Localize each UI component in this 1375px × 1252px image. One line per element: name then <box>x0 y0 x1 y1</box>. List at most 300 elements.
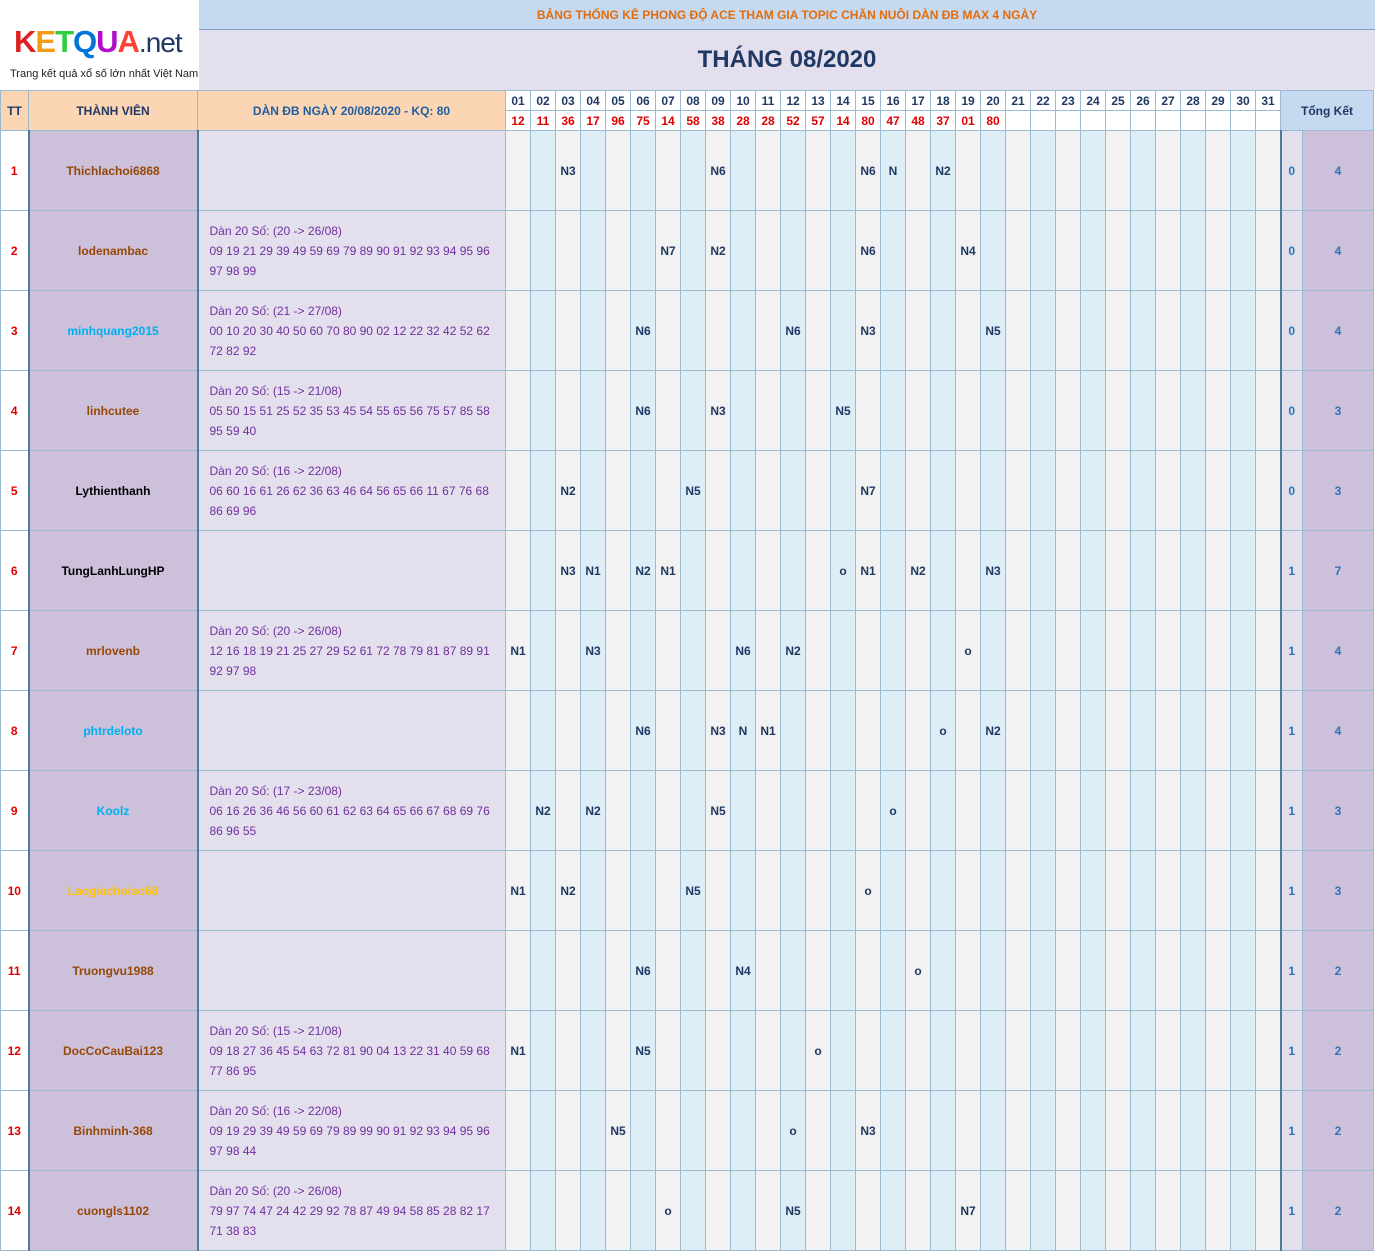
result-08: 58 <box>681 111 706 131</box>
day-cell-13: o <box>806 1011 831 1091</box>
day-cell-20: N5 <box>981 291 1006 371</box>
day-cell-19 <box>956 291 981 371</box>
day-cell-08: N5 <box>681 851 706 931</box>
member-name[interactable]: minhquang2015 <box>29 291 198 371</box>
day-cell-21 <box>1006 211 1031 291</box>
day-cell-22 <box>1031 771 1056 851</box>
score-total: 2 <box>1303 1171 1374 1251</box>
day-cell-10 <box>731 531 756 611</box>
day-cell-06 <box>631 131 656 211</box>
day-cell-03: N2 <box>556 851 581 931</box>
day-cell-21 <box>1006 371 1031 451</box>
row-number: 11 <box>1 931 29 1011</box>
day-cell-06 <box>631 451 656 531</box>
day-cell-31 <box>1256 131 1281 211</box>
day-cell-18 <box>931 451 956 531</box>
day-cell-14: N5 <box>831 371 856 451</box>
day-cell-26 <box>1131 771 1156 851</box>
day-cell-06: N6 <box>631 931 656 1011</box>
month-title: THÁNG 08/2020 <box>199 30 1375 90</box>
day-cell-31 <box>1256 291 1281 371</box>
day-cell-28 <box>1181 451 1206 531</box>
header-day-06: 06 <box>631 91 656 111</box>
row-number: 6 <box>1 531 29 611</box>
day-cell-05 <box>606 691 631 771</box>
day-cell-01 <box>506 691 531 771</box>
day-cell-02 <box>531 1011 556 1091</box>
dan-title: Dàn 20 Số: (21 -> 27/08) <box>209 303 342 318</box>
score-hits: 0 <box>1281 131 1303 211</box>
day-cell-10 <box>731 451 756 531</box>
member-name[interactable]: TungLanhLungHP <box>29 531 198 611</box>
day-cell-25 <box>1106 611 1131 691</box>
header-day-05: 05 <box>606 91 631 111</box>
day-cell-29 <box>1206 691 1231 771</box>
dan-numbers: 00 10 20 30 40 50 60 70 80 90 02 12 22 32 42 52 62 <box>209 323 490 338</box>
day-cell-12 <box>781 451 806 531</box>
day-cell-23 <box>1056 611 1081 691</box>
day-cell-30 <box>1231 611 1256 691</box>
day-cell-13 <box>806 1171 831 1251</box>
score-total: 4 <box>1303 211 1374 291</box>
day-cell-07 <box>656 771 681 851</box>
day-cell-14 <box>831 691 856 771</box>
dan-numbers: 06 60 16 61 26 62 36 63 46 64 56 65 66 11 67 76 68 <box>209 483 489 498</box>
day-cell-19 <box>956 931 981 1011</box>
logo-suffix: .net <box>138 27 182 58</box>
day-cell-14 <box>831 211 856 291</box>
day-cell-16 <box>881 1171 906 1251</box>
day-cell-23 <box>1056 531 1081 611</box>
header-dan: DÀN ĐB NGÀY 20/08/2020 - KQ: 80 <box>198 91 506 131</box>
table-row <box>1 851 1374 931</box>
day-cell-20 <box>981 1091 1006 1171</box>
day-cell-04 <box>581 1011 606 1091</box>
day-cell-15 <box>856 931 881 1011</box>
day-cell-09: N3 <box>706 371 731 451</box>
header-day-30: 30 <box>1231 91 1256 111</box>
day-cell-02: N2 <box>531 771 556 851</box>
day-cell-02 <box>531 1171 556 1251</box>
dan-cell <box>198 371 506 451</box>
day-cell-08 <box>681 291 706 371</box>
day-cell-12 <box>781 371 806 451</box>
header-day-20: 20 <box>981 91 1006 111</box>
header-day-04: 04 <box>581 91 606 111</box>
day-cell-25 <box>1106 851 1131 931</box>
day-cell-16 <box>881 1011 906 1091</box>
table-row <box>1 1011 1374 1091</box>
table-row <box>1 1171 1374 1251</box>
day-cell-30 <box>1231 291 1256 371</box>
score-total: 7 <box>1303 531 1374 611</box>
score-total: 3 <box>1303 451 1374 531</box>
day-cell-16 <box>881 931 906 1011</box>
day-cell-26 <box>1131 371 1156 451</box>
day-cell-26 <box>1131 1011 1156 1091</box>
dan-cell <box>198 211 506 291</box>
day-cell-23 <box>1056 1091 1081 1171</box>
day-cell-04 <box>581 291 606 371</box>
header-day-03: 03 <box>556 91 581 111</box>
header-day-12: 12 <box>781 91 806 111</box>
day-cell-11 <box>756 931 781 1011</box>
day-cell-27 <box>1156 771 1181 851</box>
day-cell-01 <box>506 211 531 291</box>
day-cell-18 <box>931 851 956 931</box>
day-cell-30 <box>1231 771 1256 851</box>
day-cell-13 <box>806 611 831 691</box>
day-cell-25 <box>1106 771 1131 851</box>
day-cell-08 <box>681 771 706 851</box>
table-row <box>1 691 1374 771</box>
dan-cell <box>198 531 506 611</box>
site-logo[interactable] <box>0 0 197 90</box>
day-cell-05 <box>606 851 631 931</box>
table-row <box>1 931 1374 1011</box>
result-22 <box>1031 111 1056 131</box>
result-02: 11 <box>531 111 556 131</box>
day-cell-16 <box>881 371 906 451</box>
day-cell-24 <box>1081 851 1106 931</box>
day-cell-11 <box>756 1011 781 1091</box>
score-hits: 1 <box>1281 1171 1303 1251</box>
day-cell-15: N6 <box>856 211 881 291</box>
day-cell-12 <box>781 931 806 1011</box>
score-total: 3 <box>1303 851 1374 931</box>
day-cell-01: N1 <box>506 1011 531 1091</box>
member-name[interactable]: Truongvu1988 <box>29 931 198 1011</box>
day-cell-30 <box>1231 691 1256 771</box>
day-cell-27 <box>1156 531 1181 611</box>
header-day-29: 29 <box>1206 91 1231 111</box>
result-23 <box>1056 111 1081 131</box>
score-hits: 0 <box>1281 211 1303 291</box>
day-cell-20 <box>981 1171 1006 1251</box>
day-cell-20: N2 <box>981 691 1006 771</box>
member-name[interactable]: Lythienthanh <box>29 451 198 531</box>
day-cell-31 <box>1256 1091 1281 1171</box>
day-cell-31 <box>1256 211 1281 291</box>
row-number: 8 <box>1 691 29 771</box>
day-cell-09 <box>706 1171 731 1251</box>
row-number: 2 <box>1 211 29 291</box>
day-cell-09 <box>706 1091 731 1171</box>
day-cell-14 <box>831 611 856 691</box>
day-cell-03: N3 <box>556 131 581 211</box>
table-row <box>1 611 1374 691</box>
day-cell-24 <box>1081 531 1106 611</box>
day-cell-18 <box>931 931 956 1011</box>
result-03: 36 <box>556 111 581 131</box>
day-cell-04 <box>581 931 606 1011</box>
day-cell-17 <box>906 211 931 291</box>
day-cell-12 <box>781 531 806 611</box>
header-day-14: 14 <box>831 91 856 111</box>
member-name[interactable]: Thichlachoi6868 <box>29 131 198 211</box>
day-cell-04 <box>581 131 606 211</box>
day-cell-25 <box>1106 451 1131 531</box>
day-cell-20 <box>981 931 1006 1011</box>
dan-cell <box>198 451 506 531</box>
day-cell-21 <box>1006 1091 1031 1171</box>
day-cell-15 <box>856 1011 881 1091</box>
day-cell-22 <box>1031 451 1056 531</box>
header-day-19: 19 <box>956 91 981 111</box>
result-30 <box>1231 111 1256 131</box>
day-cell-24 <box>1081 371 1106 451</box>
day-cell-14 <box>831 1011 856 1091</box>
day-cell-05 <box>606 451 631 531</box>
day-cell-26 <box>1131 1091 1156 1171</box>
header-day-09: 09 <box>706 91 731 111</box>
dan-numbers: 86 96 55 <box>209 823 257 838</box>
day-cell-17 <box>906 1011 931 1091</box>
day-cell-26 <box>1131 451 1156 531</box>
day-cell-23 <box>1056 691 1081 771</box>
header-day-10: 10 <box>731 91 756 111</box>
dan-cell <box>198 611 506 691</box>
day-cell-08 <box>681 211 706 291</box>
day-cell-02 <box>531 291 556 371</box>
day-cell-11 <box>756 451 781 531</box>
day-cell-01 <box>506 531 531 611</box>
dan-numbers: 97 98 44 <box>209 1143 257 1158</box>
day-cell-21 <box>1006 611 1031 691</box>
day-cell-03 <box>556 691 581 771</box>
day-cell-06: N2 <box>631 531 656 611</box>
day-cell-06: N6 <box>631 691 656 771</box>
day-cell-24 <box>1081 1011 1106 1091</box>
dan-cell <box>198 291 506 371</box>
day-cell-03 <box>556 771 581 851</box>
day-cell-12 <box>781 1011 806 1091</box>
logo-brand <box>14 24 139 60</box>
score-total: 3 <box>1303 371 1374 451</box>
day-cell-03 <box>556 1011 581 1091</box>
day-cell-27 <box>1156 451 1181 531</box>
day-cell-18: o <box>931 691 956 771</box>
day-cell-26 <box>1131 1171 1156 1251</box>
score-total: 2 <box>1303 1091 1374 1171</box>
score-total: 2 <box>1303 1011 1374 1091</box>
day-cell-11 <box>756 1091 781 1171</box>
result-18: 37 <box>931 111 956 131</box>
score-total: 4 <box>1303 291 1374 371</box>
row-number: 3 <box>1 291 29 371</box>
day-cell-17 <box>906 771 931 851</box>
row-number: 7 <box>1 611 29 691</box>
day-cell-28 <box>1181 691 1206 771</box>
day-cell-26 <box>1131 531 1156 611</box>
logo-letter: U <box>96 24 118 59</box>
day-cell-12: o <box>781 1091 806 1171</box>
table-row <box>1 131 1374 211</box>
day-cell-22 <box>1031 291 1056 371</box>
day-cell-29 <box>1206 371 1231 451</box>
day-cell-29 <box>1206 931 1231 1011</box>
row-number: 13 <box>1 1091 29 1171</box>
header-day-24: 24 <box>1081 91 1106 111</box>
day-cell-07 <box>656 851 681 931</box>
day-cell-13 <box>806 771 831 851</box>
day-cell-23 <box>1056 931 1081 1011</box>
table-row <box>1 531 1374 611</box>
day-cell-19 <box>956 691 981 771</box>
day-cell-05 <box>606 771 631 851</box>
day-cell-23 <box>1056 771 1081 851</box>
day-cell-01: N1 <box>506 851 531 931</box>
result-01: 12 <box>506 111 531 131</box>
day-cell-14 <box>831 931 856 1011</box>
day-cell-09 <box>706 931 731 1011</box>
score-total: 4 <box>1303 131 1374 211</box>
day-cell-26 <box>1131 931 1156 1011</box>
day-cell-16 <box>881 611 906 691</box>
day-cell-10 <box>731 771 756 851</box>
day-cell-25 <box>1106 1091 1131 1171</box>
day-cell-21 <box>1006 851 1031 931</box>
member-name[interactable]: DocCoCauBai123 <box>29 1011 198 1091</box>
day-cell-14 <box>831 291 856 371</box>
day-cell-19 <box>956 1011 981 1091</box>
day-cell-24 <box>1081 1171 1106 1251</box>
day-cell-23 <box>1056 291 1081 371</box>
day-cell-19: o <box>956 611 981 691</box>
day-cell-29 <box>1206 131 1231 211</box>
day-cell-24 <box>1081 211 1106 291</box>
day-cell-30 <box>1231 211 1256 291</box>
header-row-days <box>1 91 1374 111</box>
day-cell-27 <box>1156 371 1181 451</box>
stats-table <box>0 90 1374 1251</box>
header-day-02: 02 <box>531 91 556 111</box>
day-cell-27 <box>1156 851 1181 931</box>
day-cell-12: N5 <box>781 1171 806 1251</box>
day-cell-26 <box>1131 611 1156 691</box>
score-hits: 0 <box>1281 371 1303 451</box>
day-cell-31 <box>1256 691 1281 771</box>
day-cell-30 <box>1231 131 1256 211</box>
day-cell-18 <box>931 371 956 451</box>
day-cell-28 <box>1181 1011 1206 1091</box>
day-cell-27 <box>1156 291 1181 371</box>
day-cell-31 <box>1256 611 1281 691</box>
day-cell-27 <box>1156 611 1181 691</box>
day-cell-20 <box>981 851 1006 931</box>
day-cell-10 <box>731 131 756 211</box>
day-cell-04: N2 <box>581 771 606 851</box>
header-tt: TT <box>1 91 29 131</box>
score-hits: 1 <box>1281 611 1303 691</box>
day-cell-11 <box>756 771 781 851</box>
day-cell-15 <box>856 371 881 451</box>
member-name[interactable]: Laogiachoiso68 <box>29 851 198 931</box>
dan-numbers: 05 50 15 51 25 52 35 53 45 54 55 65 56 75 57 85 58 <box>209 403 490 418</box>
day-cell-29 <box>1206 1011 1231 1091</box>
member-name[interactable]: mrlovenb <box>29 611 198 691</box>
dan-cell <box>198 1171 506 1251</box>
day-cell-21 <box>1006 1011 1031 1091</box>
day-cell-09: N3 <box>706 691 731 771</box>
member-name[interactable]: linhcutee <box>29 371 198 451</box>
header-day-31: 31 <box>1256 91 1281 111</box>
day-cell-17 <box>906 131 931 211</box>
day-cell-16 <box>881 451 906 531</box>
day-cell-29 <box>1206 211 1231 291</box>
member-name[interactable]: cuongls1102 <box>29 1171 198 1251</box>
day-cell-27 <box>1156 691 1181 771</box>
day-cell-25 <box>1106 371 1131 451</box>
day-cell-05 <box>606 131 631 211</box>
day-cell-25 <box>1106 931 1131 1011</box>
day-cell-28 <box>1181 211 1206 291</box>
day-cell-17 <box>906 291 931 371</box>
day-cell-18 <box>931 531 956 611</box>
day-cell-01 <box>506 931 531 1011</box>
day-cell-07: N1 <box>656 531 681 611</box>
day-cell-25 <box>1106 1011 1131 1091</box>
day-cell-11 <box>756 531 781 611</box>
result-19: 01 <box>956 111 981 131</box>
day-cell-05 <box>606 291 631 371</box>
day-cell-17 <box>906 1091 931 1171</box>
day-cell-21 <box>1006 1171 1031 1251</box>
day-cell-03 <box>556 611 581 691</box>
day-cell-09: N2 <box>706 211 731 291</box>
day-cell-05 <box>606 1171 631 1251</box>
table-row <box>1 771 1374 851</box>
day-cell-22 <box>1031 851 1056 931</box>
day-cell-11 <box>756 211 781 291</box>
day-cell-18: N2 <box>931 131 956 211</box>
header-day-16: 16 <box>881 91 906 111</box>
day-cell-31 <box>1256 371 1281 451</box>
day-cell-12 <box>781 771 806 851</box>
logo-tagline: Trang kết quả xổ số lớn nhất Việt Nam <box>10 68 199 80</box>
day-cell-03: N2 <box>556 451 581 531</box>
result-05: 96 <box>606 111 631 131</box>
day-cell-17 <box>906 851 931 931</box>
logo-wordmark <box>14 24 182 60</box>
result-11: 28 <box>756 111 781 131</box>
day-cell-30 <box>1231 1011 1256 1091</box>
row-number: 4 <box>1 371 29 451</box>
day-cell-01 <box>506 1171 531 1251</box>
header-day-21: 21 <box>1006 91 1031 111</box>
day-cell-11 <box>756 291 781 371</box>
member-name[interactable]: Koolz <box>29 771 198 851</box>
dan-cell <box>198 931 506 1011</box>
day-cell-28 <box>1181 1091 1206 1171</box>
dan-numbers: 86 69 96 <box>209 503 257 518</box>
member-name[interactable]: phtrdeloto <box>29 691 198 771</box>
day-cell-08 <box>681 531 706 611</box>
day-cell-15: N3 <box>856 291 881 371</box>
day-cell-04 <box>581 451 606 531</box>
day-cell-13 <box>806 291 831 371</box>
dan-cell <box>198 691 506 771</box>
day-cell-24 <box>1081 931 1106 1011</box>
day-cell-24 <box>1081 691 1106 771</box>
member-name[interactable]: Binhminh-368 <box>29 1091 198 1171</box>
day-cell-05 <box>606 931 631 1011</box>
day-cell-16 <box>881 851 906 931</box>
day-cell-20 <box>981 131 1006 211</box>
member-name[interactable]: lodenambac <box>29 211 198 291</box>
day-cell-01 <box>506 131 531 211</box>
day-cell-15: N6 <box>856 131 881 211</box>
